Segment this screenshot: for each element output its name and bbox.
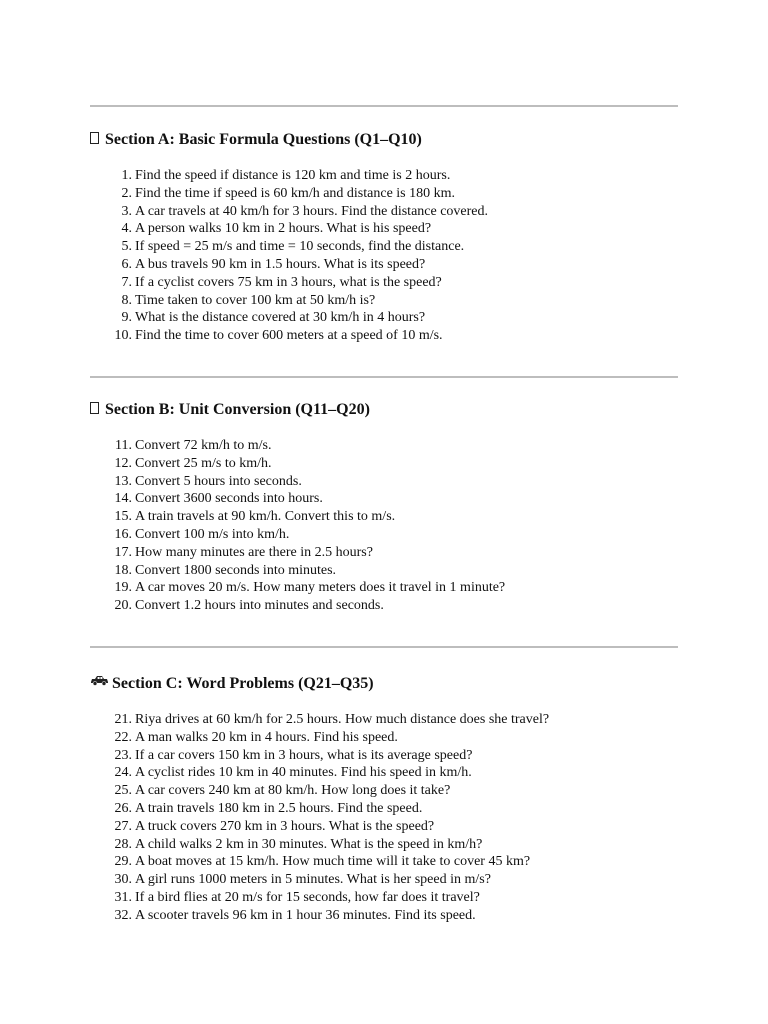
question-number: 4. xyxy=(121,221,132,237)
question-number: 22. xyxy=(114,729,132,745)
question-text: A car travels at 40 km/h for 3 hours. Find the distance covered. xyxy=(135,203,489,219)
question-text: A car covers 240 km at 80 km/h. How long does it take? xyxy=(135,783,451,799)
question-text: Convert 72 km/h to m/s. xyxy=(135,438,272,453)
question-number: 27. xyxy=(114,818,132,834)
question-number: 18. xyxy=(114,562,132,578)
question-text: If a bird flies at 20 m/s for 15 seconds, how far does it travel? xyxy=(135,889,480,905)
question-text: Convert 5 hours into seconds. xyxy=(135,473,302,489)
question-number: 5. xyxy=(121,239,132,255)
question-number: 9. xyxy=(121,310,132,326)
question-number: 7. xyxy=(121,274,132,290)
question-text: Convert 100 m/s into km/h. xyxy=(135,526,290,542)
box-icon xyxy=(90,402,99,414)
question-text: A girl runs 1000 meters in 5 minutes. What is her speed in m/s? xyxy=(135,872,491,888)
question-text: A train travels 180 km in 2.5 hours. Find the speed. xyxy=(135,800,423,816)
question-number: 30. xyxy=(114,872,132,888)
section-divider xyxy=(90,105,678,107)
question-number: 19. xyxy=(114,580,132,596)
question-text: A boat moves at 15 km/h. How much time will it take to cover 45 km? xyxy=(135,854,531,870)
question-text: Convert 3600 seconds into hours. xyxy=(135,491,323,507)
question-number: 20. xyxy=(114,598,132,614)
section-b-title: Section B: Unit Conversion (Q11–Q20) xyxy=(90,400,370,420)
question-number: 14. xyxy=(114,491,132,507)
section-divider xyxy=(90,376,678,378)
section-a-title: Section A: Basic Formula Questions (Q1–Q10) xyxy=(90,130,422,150)
question-number: 6. xyxy=(121,256,132,272)
question-text: What is the distance covered at 30 km/h in 4 hours? xyxy=(135,310,426,326)
question-text: A scooter travels 96 km in 1 hour 36 minutes. Find its speed. xyxy=(135,907,476,923)
question-number: 13. xyxy=(114,473,132,489)
question-text: A person walks 10 km in 2 hours. What is his speed? xyxy=(135,221,432,237)
question-number: 21. xyxy=(114,712,132,727)
question-text: A bus travels 90 km in 1.5 hours. What is its speed? xyxy=(135,256,426,272)
question-text: Find the speed if distance is 120 km and time is 2 hours. xyxy=(135,168,451,183)
question-number: 15. xyxy=(114,509,132,525)
question-text: A car moves 20 m/s. How many meters does it travel in 1 minute? xyxy=(135,580,506,596)
question-number: 8. xyxy=(121,292,132,308)
question-number: 1. xyxy=(121,168,132,183)
question-text: If a cyclist covers 75 km in 3 hours, what is the speed? xyxy=(135,274,442,290)
question-number: 2. xyxy=(121,185,132,201)
question-number: 32. xyxy=(114,907,132,923)
question-number: 31. xyxy=(114,889,132,905)
car-icon xyxy=(90,672,109,692)
box-icon xyxy=(90,132,99,144)
question-number: 24. xyxy=(114,765,132,781)
section-c-title: Section C: Word Problems (Q21–Q35) xyxy=(90,674,374,694)
question-number: 28. xyxy=(114,836,132,852)
question-text: Time taken to cover 100 km at 50 km/h is? xyxy=(135,292,376,308)
question-text: A man walks 20 km in 4 hours. Find his speed. xyxy=(135,729,398,745)
question-number: 3. xyxy=(121,203,132,219)
question-number: 16. xyxy=(114,526,132,542)
question-text: Convert 25 m/s to km/h. xyxy=(135,455,272,471)
question-number: 10. xyxy=(114,328,132,344)
question-number: 26. xyxy=(114,800,132,816)
question-text: Find the time to cover 600 meters at a speed of 10 m/s. xyxy=(135,328,443,344)
question-text: Convert 1.2 hours into minutes and seconds. xyxy=(135,598,384,614)
section-divider xyxy=(90,646,678,648)
question-text: How many minutes are there in 2.5 hours? xyxy=(135,544,373,560)
question-number: 29. xyxy=(114,854,132,870)
question-text: Convert 1800 seconds into minutes. xyxy=(135,562,337,578)
question-text: Riya drives at 60 km/h for 2.5 hours. How much distance does she travel? xyxy=(135,712,550,727)
question-number: 17. xyxy=(114,544,132,560)
question-text: Find the time if speed is 60 km/h and distance is 180 km. xyxy=(135,185,456,201)
question-number: 25. xyxy=(114,783,132,799)
question-number: 23. xyxy=(114,747,132,763)
question-text: A train travels at 90 km/h. Convert this to m/s. xyxy=(135,509,396,525)
question-text: If speed = 25 m/s and time = 10 seconds, find the distance. xyxy=(135,239,465,255)
question-text: A cyclist rides 10 km in 40 minutes. Find his speed in km/h. xyxy=(135,765,472,781)
question-text: If a car covers 150 km in 3 hours, what is its average speed? xyxy=(135,747,473,763)
question-number: 12. xyxy=(114,455,132,471)
question-text: A child walks 2 km in 30 minutes. What is the speed in km/h? xyxy=(135,836,483,852)
question-number: 11. xyxy=(115,438,132,453)
question-text: A truck covers 270 km in 3 hours. What is the speed? xyxy=(135,818,435,834)
